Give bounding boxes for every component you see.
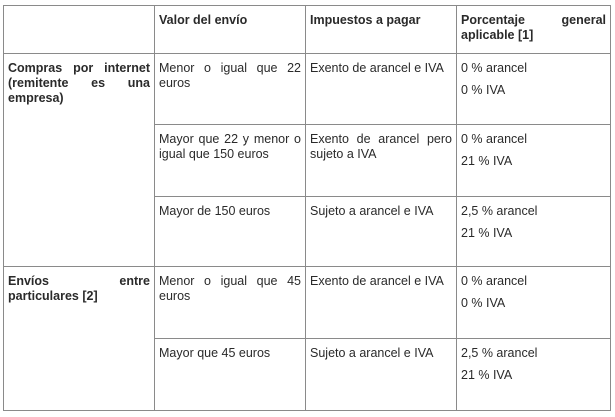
customs-table	[3, 5, 611, 411]
impuestos-text: Sujeto a arancel e IVA	[310, 346, 434, 360]
impuestos-text: Exento de arancel pero sujeto a IVA	[310, 132, 452, 161]
group-label-compras-internet: Compras por internet (remitente es una empresa)	[8, 61, 150, 105]
porcentaje-arancel: 0 % arancel	[461, 132, 528, 146]
impuestos-cell	[306, 197, 457, 267]
valor-cell	[155, 267, 306, 339]
porcentaje-cell	[457, 339, 611, 411]
impuestos-cell	[306, 267, 457, 339]
porcentaje-arancel: 0 % arancel	[461, 61, 528, 75]
valor-text: Mayor de 150 euros	[159, 204, 271, 218]
valor-cell	[155, 197, 306, 267]
porcentaje-iva: 21 % IVA	[461, 226, 513, 240]
valor-text: Mayor que 45 euros	[159, 346, 271, 360]
table-row	[4, 54, 611, 125]
group-label-envios-particulares: Envíos entre particulares [2]	[8, 274, 150, 303]
porcentaje-cell	[457, 54, 611, 125]
porcentaje-iva: 21 % IVA	[461, 154, 513, 168]
valor-text: Menor o igual que 45 euros	[159, 274, 301, 303]
table-row	[4, 267, 611, 339]
valor-cell	[155, 54, 306, 125]
header-impuestos-label: Impuestos a pagar	[310, 13, 421, 27]
header-empty-label	[4, 6, 154, 13]
porcentaje-cell	[457, 125, 611, 197]
impuestos-text: Sujeto a arancel e IVA	[310, 204, 434, 218]
group-label-cell	[4, 267, 155, 411]
valor-cell	[155, 339, 306, 411]
impuestos-cell	[306, 54, 457, 125]
porcentaje-arancel: 2,5 % arancel	[461, 346, 538, 360]
porcentaje-arancel: 0 % arancel	[461, 274, 528, 288]
porcentaje-cell	[457, 197, 611, 267]
porcentaje-cell	[457, 267, 611, 339]
porcentaje-arancel: 2,5 % arancel	[461, 204, 538, 218]
header-row	[4, 6, 611, 54]
valor-text: Menor o igual que 22 euros	[159, 61, 301, 90]
porcentaje-iva: 21 % IVA	[461, 368, 513, 382]
header-cell-porcentaje	[457, 6, 611, 54]
valor-cell	[155, 125, 306, 197]
header-cell-empty	[4, 6, 155, 54]
header-valor-label: Valor del envío	[159, 13, 248, 27]
impuestos-text: Exento de arancel e IVA	[310, 61, 444, 75]
porcentaje-iva: 0 % IVA	[461, 83, 506, 97]
group-label-cell	[4, 54, 155, 267]
header-cell-valor	[155, 6, 306, 54]
header-cell-impuestos	[306, 6, 457, 54]
impuestos-cell	[306, 339, 457, 411]
impuestos-text: Exento de arancel e IVA	[310, 274, 444, 288]
header-porcentaje-label: Porcentaje general aplicable [1]	[461, 13, 606, 42]
impuestos-cell	[306, 125, 457, 197]
valor-text: Mayor que 22 y menor o igual que 150 euros	[159, 132, 301, 161]
porcentaje-iva: 0 % IVA	[461, 296, 506, 310]
